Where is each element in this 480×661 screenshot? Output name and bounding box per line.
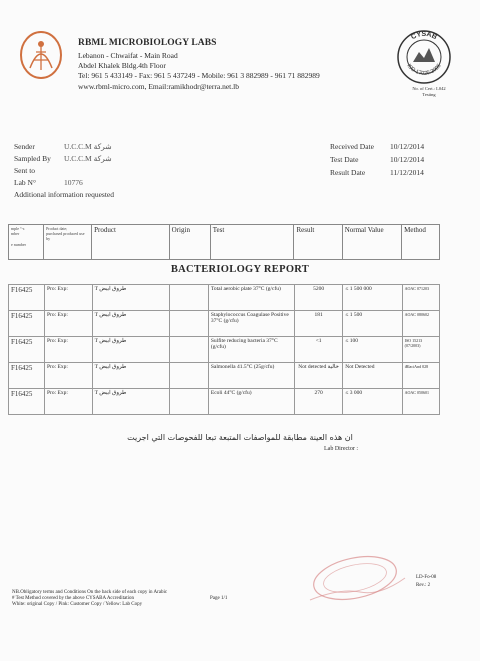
test-name: Salmonella 41.5°C (25g/cfu): [208, 363, 294, 389]
address-line-1: Lebanon - Chwaifat - Main Road: [78, 51, 178, 60]
test-name: Sulfite reducing bacteria 37°C (g/cfu): [208, 337, 294, 363]
iso-badge-label: ISO 17025:2005: [405, 63, 443, 77]
cysab-badge-icon: [395, 28, 453, 86]
sender-label: Sender: [14, 142, 35, 151]
labno-label: Lab N°: [14, 178, 36, 187]
sample-col-top: mple °-r.: [11, 226, 26, 231]
origin-header: Origin: [169, 225, 210, 260]
sample-col-mid: mber: [11, 231, 20, 236]
test-name: Total aerobic plate 37°C (g/cfu): [208, 285, 294, 311]
page-number: Page 1/1: [210, 596, 228, 601]
lab-name: RBML MICROBIOLOGY LABS: [78, 38, 217, 48]
normal-value-header: Normal Value: [342, 225, 401, 260]
test-date-label: Test Date: [330, 155, 359, 164]
product-name: T طروق ابيض: [92, 285, 169, 311]
result-value: 270: [294, 389, 342, 415]
cert-number: [404, 86, 454, 97]
table-row: [9, 337, 440, 363]
result-date-label: Result Date: [330, 168, 366, 177]
normal-value: ≤ 1 500 000: [343, 285, 402, 311]
report-title: BACTERIOLOGY REPORT: [170, 264, 310, 275]
product-name: T طروق ابيض: [92, 311, 169, 337]
labno-value: 10776: [64, 178, 83, 187]
contact-line: Tel: 961 5 433149 - Fax: 961 5 437249 - Mobile: 961 3 882989 - 961 71 882989: [78, 71, 320, 80]
sent-label: Sent to: [14, 166, 36, 175]
product-name: T طروق ابيض: [92, 363, 169, 389]
results-table: [8, 284, 440, 415]
footer-line-3: White: original Copy / Pink: Customer Copy / Yellow: Lab Copy: [12, 602, 143, 607]
product-dates: Pro: Exp:: [44, 337, 92, 363]
table-row: [9, 311, 440, 337]
lab-logo-icon: [18, 30, 64, 80]
method-value: iRlaciAnd 028: [402, 363, 439, 389]
sample-col-bot: e number: [11, 242, 26, 247]
received-label: Received Date: [330, 142, 374, 151]
product-dates: Pro: Exp:: [44, 285, 92, 311]
address-line-2: Abdel Khalek Bldg.4th Floor: [78, 61, 166, 70]
sample-code: F16425: [9, 337, 45, 363]
method-value: ISO 15213 (07/2003): [402, 337, 439, 363]
sampled-label: Sampled By: [14, 154, 51, 163]
cysab-badge-label: CYSAB: [410, 30, 438, 42]
method-value: AOAC 080602: [402, 311, 439, 337]
product-name: T طروق ابيض: [92, 337, 169, 363]
sample-code: F16425: [9, 311, 45, 337]
origin-cell: [169, 311, 208, 337]
method-value: AOAC 071203: [402, 285, 439, 311]
footer-line-2: # Test Method covered by the above CYSABA Accreditation: [12, 596, 135, 601]
column-header-table: [8, 224, 440, 260]
test-header: Test: [210, 225, 294, 260]
origin-cell: [169, 285, 208, 311]
table-row: [9, 389, 440, 415]
table-row: [9, 363, 440, 389]
result-value: Not detected خالية: [294, 363, 342, 389]
test-name: Staphylococcus Coagulase Positive 37°C (g/cfu): [208, 311, 294, 337]
footer-line-1: NB.Obligatory terms and Conditions On the back side of each copy in Arabic: [12, 590, 168, 595]
table-row: [9, 285, 440, 311]
additional-info: Additional information requested: [14, 190, 114, 199]
result-value: <1: [294, 337, 342, 363]
product-date-label: Product date;: [46, 226, 68, 231]
normal-value: ≤ 1 500: [343, 311, 402, 337]
product-date-header: [44, 225, 92, 260]
result-value: 5200: [294, 285, 342, 311]
sample-code: F16425: [9, 285, 45, 311]
test-date-value: 10/12/2014: [390, 155, 425, 164]
lab-director-label: Lab Director :: [324, 446, 358, 452]
test-name: Ecoli 44°C (g/cfu): [208, 389, 294, 415]
cert-no-text: No. of Cert.: L042: [412, 86, 446, 91]
product-dates: Pro: Exp:: [44, 389, 92, 415]
sample-code: F16425: [9, 389, 45, 415]
lab-stamp-icon: [300, 548, 410, 608]
method-value: AOAC 050601: [402, 389, 439, 415]
result-header: Result: [294, 225, 342, 260]
product-dates: Pro: Exp:: [44, 363, 92, 389]
origin-cell: [169, 389, 208, 415]
svg-text:ISO 17025:2005: [405, 63, 442, 77]
sender-value: U.C.C.M شركة: [64, 142, 112, 151]
normal-value: Not Detected: [343, 363, 402, 389]
sampled-value: U.C.C.M شركة: [64, 154, 112, 163]
product-dates: Pro: Exp:: [44, 311, 92, 337]
sample-number-header: [9, 225, 44, 260]
product-header: Product: [92, 225, 170, 260]
normal-value: ≤ 3 000: [343, 389, 402, 415]
compliance-note: ان هذه العينة مطابقة للمواصفات المتبعة تبعا للفحوصات التي اجريت: [127, 433, 353, 442]
cert-testing-text: Testing: [422, 91, 436, 97]
revision: Rev.: 2: [416, 583, 431, 588]
received-value: 10/12/2014: [390, 142, 425, 151]
origin-cell: [169, 363, 208, 389]
normal-value: ≤ 100: [343, 337, 402, 363]
product-date-sub: purchased produced use by: [46, 231, 85, 241]
product-name: T طروق ابيض: [92, 389, 169, 415]
web-line: www.rbml-micro.com, Email:ramikhodr@terra.net.lb: [78, 82, 239, 91]
method-header: Method: [402, 225, 440, 260]
origin-cell: [169, 337, 208, 363]
result-value: 181: [294, 311, 342, 337]
result-date-value: 11/12/2014: [390, 168, 424, 177]
form-code: LD-Fo-08: [416, 575, 437, 580]
sample-code: F16425: [9, 363, 45, 389]
